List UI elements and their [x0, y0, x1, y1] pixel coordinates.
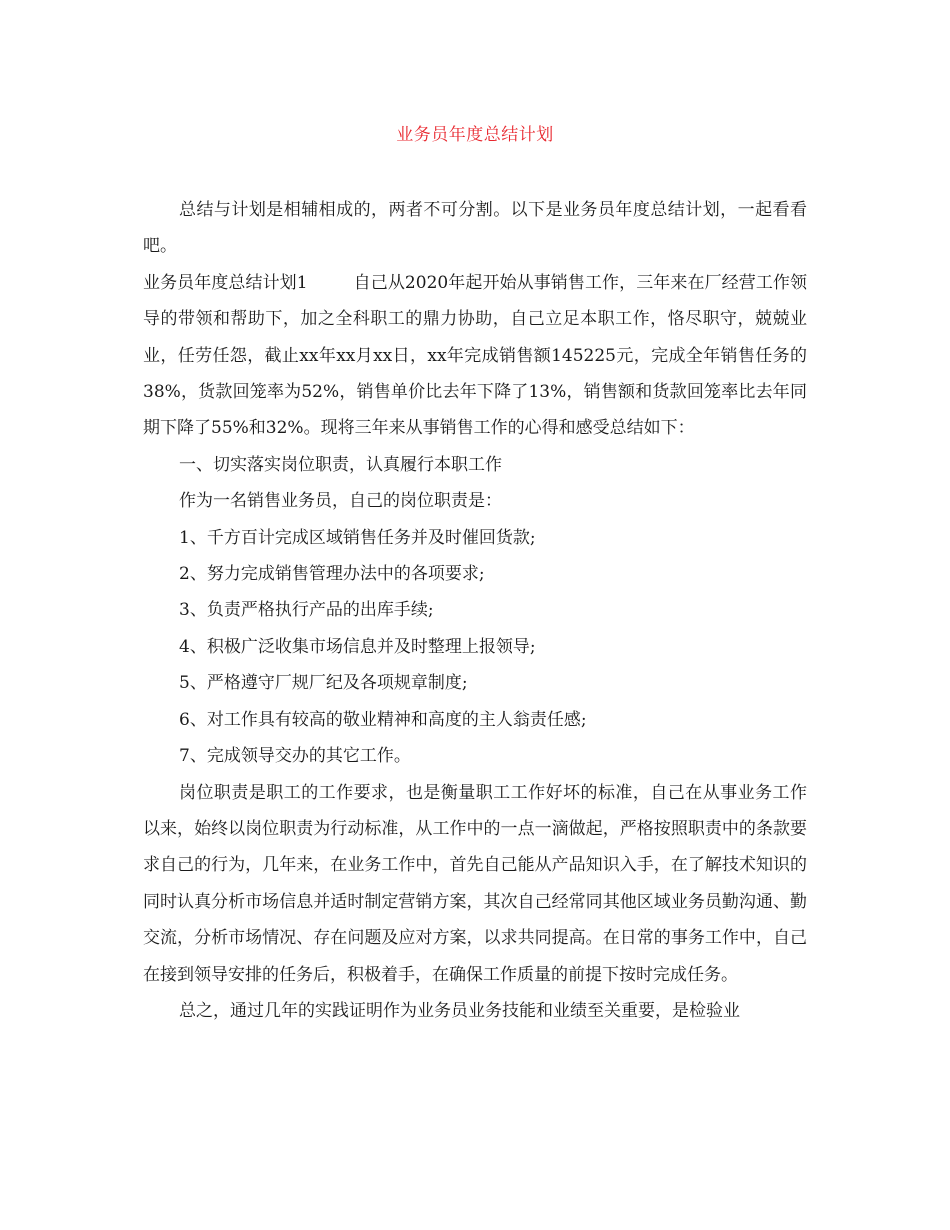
document-body [143, 192, 807, 1029]
duty-item: 1、千方百计完成区域销售任务并及时催回货款; [179, 527, 536, 548]
duty-item: 7、完成领导交办的其它工作。 [179, 746, 411, 767]
intro-paragraph: 总结与计划是相辅相成的，两者不可分割。以下是业务员年度总结计划，一起看看吧。 [143, 200, 807, 257]
duty-item: 4、积极广泛收集市场信息并及时整理上报领导; [179, 636, 536, 657]
section-paragraph [143, 265, 807, 447]
duty-item: 6、对工作具有较高的敬业精神和高度的主人翁责任感; [179, 709, 587, 730]
section-lead-text: 自己从2020年起开始从事销售工作，三年来在厂经营工作领导的带领和帮助下，加之全科职工的鼎力协助，自己立足本职工作，恪尽职守，兢兢业业，任劳任怨，截止xx年xx月xx日，xx年完成销售额145225元，完成全年销售任务的38%，货款回笼率为52%，销售单价比去年下降了13%，销售额和货款回笼率比去年同期下降了55%和32%。现将三年来从事销售工作的心得和感受总结如下： [143, 272, 807, 439]
subheading: 一、切实落实岗位职责，认真履行本职工作 [179, 454, 502, 475]
duty-item: 2、努力完成销售管理办法中的各项要求; [179, 564, 485, 585]
duty-item: 3、负责严格执行产品的出库手续; [179, 600, 434, 621]
document-title: 业务员年度总结计划 [396, 125, 554, 145]
closing-paragraph: 总之，通过几年的实践证明作为业务员业务技能和业绩至关重要，是检验业 [179, 1000, 740, 1021]
duties-intro: 作为一名销售业务员，自己的岗位职责是： [179, 491, 502, 512]
duty-item: 5、严格遵守厂规厂纪及各项规章制度; [179, 673, 468, 694]
section-heading: 业务员年度总结计划1 [143, 272, 308, 293]
duty-paragraph: 岗位职责是职工的工作要求，也是衡量职工工作好坏的标准，自己在从事业务工作以来，始终以岗位职责为行动标准，从工作中的一点一滴做起，严格按照职责中的条款要求自己的行为，几年来，在业务工作中，首先自己能从产品知识入手，在了解技术知识的同时认真分析市场信息并适时制定营销方案，其次自己经常同其他区域业务员勤沟通、勤交流，分析市场情况、存在问题及应对方案，以求共同提高。在日常的事务工作中，自己在接到领导安排的任务后，积极着手，在确保工作质量的前提下按时完成任务。 [143, 782, 807, 985]
